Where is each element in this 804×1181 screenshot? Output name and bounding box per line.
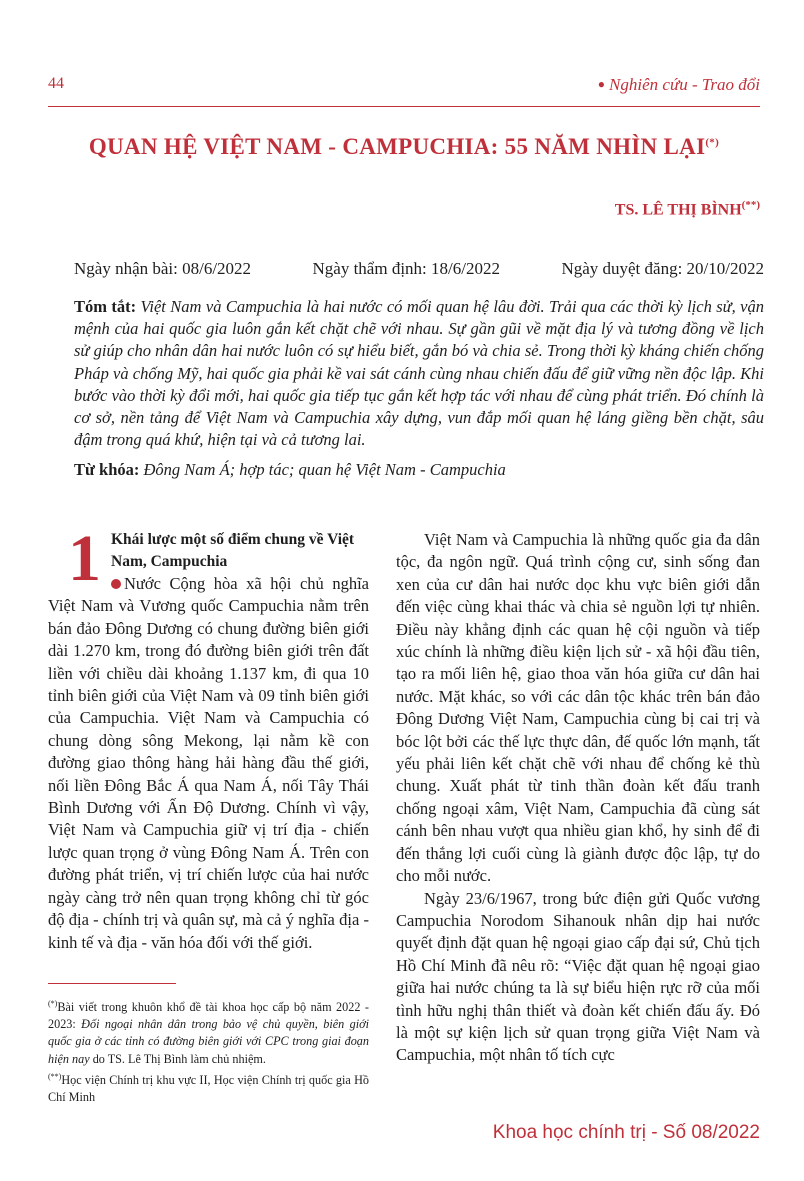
- article-title-text: QUAN HỆ VIỆT NAM - CAMPUCHIA: 55 NĂM NHÌN LẠI: [88, 134, 706, 159]
- keywords-label: Từ khóa:: [74, 460, 140, 479]
- footnote-2: [48, 1068, 369, 1106]
- section-label: [598, 75, 760, 95]
- footnote-1-mark: (*): [48, 999, 58, 1008]
- abstract-text: Việt Nam và Campuchia là hai nước có mối quan hệ lâu đời. Trải qua các thời kỳ lịch sử, vận mệnh của hai quốc gia luôn gắn kết chặt chẽ với nhau. Sự gần gũi về mặt địa lý và tương đồng về lịch sử giúp cho nhân dân hai nước luôn có sự hiểu biết, gắn bó và chia sẻ. Trong thời kỳ kháng chiến chống Pháp và chống Mỹ, hai quốc gia phải kề vai sát cánh cùng nhau chiến đấu để giữ vững nền độc lập. Khi bước vào thời kỳ đổi mới, hai quốc gia tiếp tục gắn kết hợp tác với nhau để cùng phát triển. Đó chính là cơ sở, nền tảng để Việt Nam và Campuchia xây dựng, vun đắp mối quan hệ láng giềng bền chặt, sâu đậm trong quá khứ, hiện tại và cả tương lai.: [74, 297, 764, 450]
- abstract: [74, 296, 764, 451]
- author-footnote-mark: (**): [741, 199, 760, 211]
- paragraph-bullet-icon: [111, 579, 121, 589]
- approved-date: Ngày duyệt đăng: 20/10/2022: [561, 259, 764, 278]
- author-name: [615, 199, 760, 219]
- keywords-text: Đông Nam Á; hợp tác; quan hệ Việt Nam - Campuchia: [143, 460, 506, 479]
- footnote-2-text: Học viện Chính trị khu vực II, Học viện Chính trị quốc gia Hồ Chí Minh: [48, 1072, 369, 1105]
- title-footnote-mark: (*): [705, 136, 720, 149]
- section-heading: Khái lược một số điểm chung về Việt Nam, Campuchia: [111, 531, 355, 570]
- bullet-icon: ●: [597, 77, 606, 91]
- footnote-1-text-end: do TS. Lê Thị Bình làm chủ nhiệm.: [89, 1051, 266, 1066]
- paragraph-text: Nước Cộng hòa xã hội chủ nghĩa Việt Nam và Vương quốc Campuchia nằm trên bán đảo Đông Dương có chung đường biên giới dài 1.270 km, trong đó đường biên giới trên đất liền với chiều dài khoảng 1.137 km, đi qua 10 tỉnh biên giới của Việt Nam và 09 tỉnh biên giới của Campuchia. Việt Nam và Campuchia có chung dòng sông Mekong, lại nằm kề con đường giao thông hàng hải hàng đầu thế giới, nối liền Đông Bắc Á qua Nam Á, nối Tây Thái Bình Dương với Ấn Độ Dương. Chính vì vậy, Việt Nam và Campuchia giữ vị trí địa - chiến lược quan trọng ở vùng Đông Nam Á. Trên con đường phát triển, vị trí chiến lược của hai nước ngày càng trở nên quan trọng không chỉ từ góc độ địa - chính trị và quân sự, mà cả ý nghĩa địa - kinh tế và địa - văn hóa đối với thế giới.: [48, 574, 369, 952]
- journal-footer: Khoa học chính trị - Số 08/2022: [492, 1122, 760, 1143]
- header-rule: [48, 106, 760, 107]
- reviewed-date: Ngày thẩm định: 18/6/2022: [312, 259, 500, 278]
- author-name-text: TS. LÊ THỊ BÌNH: [614, 201, 742, 219]
- footnote-1-project-title: Đối ngoại nhân dân trong bảo vệ chủ quyền, biên giới quốc gia ở các tỉnh có đường biên giới với CPC trong giai đoạn hiện nay: [48, 1017, 370, 1066]
- article-dates: [74, 259, 764, 279]
- footnote-2-mark: (**): [48, 1071, 62, 1081]
- keywords: [74, 460, 764, 480]
- column-right: [396, 529, 760, 1067]
- paragraph: [48, 573, 369, 954]
- section-number-dropcap: 1: [68, 522, 101, 595]
- abstract-label: Tóm tắt:: [74, 297, 137, 316]
- article-title: [48, 134, 760, 160]
- page-number: 44: [48, 75, 64, 92]
- section-label-text: Nghiên cứu - Trao đổi: [609, 75, 760, 94]
- column-left: [48, 522, 369, 954]
- footnote-rule: [48, 983, 176, 984]
- paragraph: Việt Nam và Campuchia là những quốc gia đa dân tộc, đa ngôn ngữ. Quá trình cộng cư, sinh sống đan xen của cư dân hai nước dọc khu vực biên giới dẫn đến việc cùng khai thác và chia sẻ nguồn lợi tự nhiên. Điều này khẳng định các quan hệ cội nguồn và tiếp xúc chính là những điều kiện lịch sử - xã hội đầu tiên, tạo ra mối liên hệ, giao thoa văn hóa giữa cư dân hai nước. Mặt khác, so với các dân tộc khác trên bán đảo Đông Dương Việt Nam, Campuchia cùng bị cai trị và bóc lột bởi các thế lực thực dân, đế quốc lớn mạnh, tất yếu phải liên kết chặt chẽ với nhau để chống kẻ thù chung. Xuất phát từ tinh thần đoàn kết đấu tranh chống ngoại xâm, Việt Nam, Campuchia đã cùng sát cánh bên nhau vượt qua nhiều gian khổ, hy sinh để đi đến thắng lợi cuối cùng là giành được độc lập, tự do cho mỗi nước.: [396, 530, 760, 886]
- footnotes: [48, 995, 369, 1106]
- paragraph: Ngày 23/6/1967, trong bức điện gửi Quốc vương Campuchia Norodom Sihanouk nhân dịp hai nước quyết định đặt quan hệ ngoại giao cấp đại sứ, Chủ tịch Hồ Chí Minh đã nêu rõ: “Việc đặt quan hệ ngoại giao giữa hai nước chúng ta là sự biểu hiện rực rỡ của mối tình hữu nghị thân thiết và đoàn kết chiến đấu ấy. Đó là một sự kiện lịch sử quan trọng giữa Việt Nam và Campuchia, một nhân tố tích cực: [396, 888, 760, 1065]
- footnote-1-text: Bài viết trong khuôn khổ đề tài khoa học cấp bộ năm 2022 - 2023:: [48, 1000, 369, 1032]
- footnote-1: [48, 995, 369, 1068]
- received-date: Ngày nhận bài: 08/6/2022: [74, 259, 252, 278]
